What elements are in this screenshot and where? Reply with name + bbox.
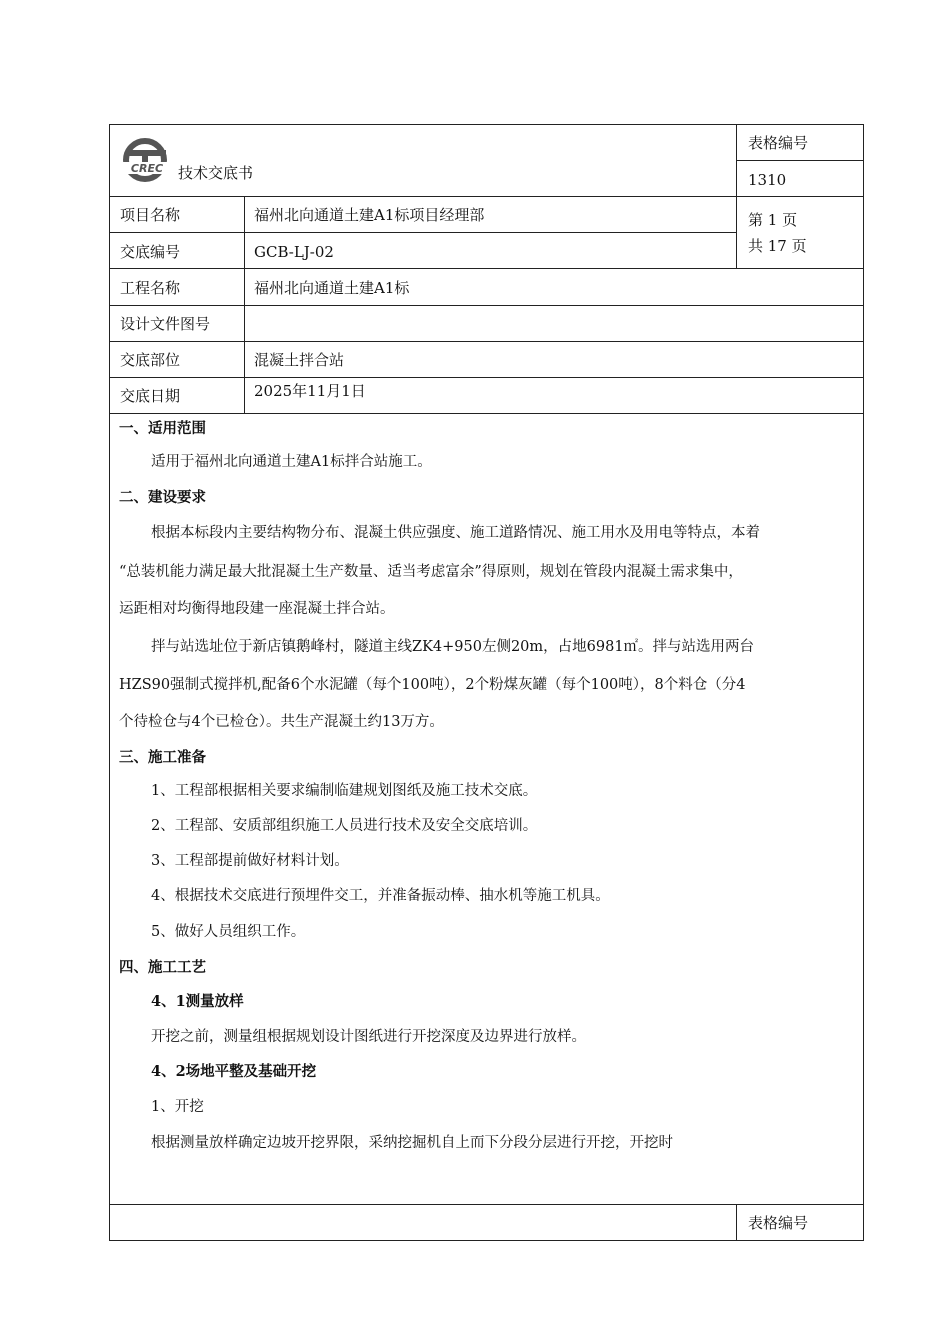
project-name-label: 项目名称	[120, 206, 181, 224]
section-title: 三、施工准备	[119, 749, 206, 766]
project-name-value: 福州北向通道土建A1标项目经理部	[254, 206, 485, 224]
rule	[109, 413, 864, 414]
rule	[109, 305, 864, 306]
work-name-value: 福州北向通道土建A1标	[254, 279, 410, 297]
svg-text:CREC: CREC	[130, 162, 164, 175]
rule	[736, 1204, 737, 1240]
rule	[736, 124, 737, 268]
rule	[109, 268, 864, 269]
brief-date-label: 交底日期	[120, 387, 181, 405]
rule	[109, 196, 864, 197]
brief-part-label: 交底部位	[120, 351, 181, 369]
doc-title: 技术交底书	[178, 164, 254, 182]
brief-no-value: GCB-LJ-02	[254, 243, 334, 261]
list-item: 4、根据技术交底进行预埋件交工，并准备振动棒、抽水机等施工机具。	[151, 888, 610, 904]
page-current: 第 1 页	[748, 211, 798, 229]
drawing-no-label: 设计文件图号	[120, 315, 211, 333]
rule	[109, 341, 864, 342]
list-item: 3、工程部提前做好材料计划。	[151, 853, 349, 869]
subsection-title: 4、1测量放样	[151, 993, 244, 1010]
page-total: 共 17 页	[748, 237, 807, 255]
paragraph-line: 根据本标段内主要结构物分布、混凝土供应强度、施工道路情况、施工用水及用电等特点，本着	[151, 525, 760, 541]
footer-form-no-label: 表格编号	[748, 1214, 809, 1232]
section-title: 四、施工工艺	[119, 959, 206, 976]
brief-part-value: 混凝土拌合站	[254, 351, 345, 369]
rule	[736, 160, 863, 161]
form-no-value: 1310	[748, 171, 787, 189]
rule	[244, 196, 245, 413]
rule	[109, 232, 737, 233]
paragraph-line: HZS90强制式搅拌机,配备6个水泥罐（每个100吨），2个粉煤灰罐（每个100吨），8个料仓（分4	[119, 677, 746, 693]
rule	[109, 377, 864, 378]
section-title: 一、适用范围	[119, 420, 206, 437]
paragraph-line: 拌与站选址位于新店镇鹅峰村，隧道主线ZK4+950左侧20m，占地6981㎡。拌与站选用两台	[151, 639, 755, 655]
paragraph-line: “总装机能力满足最大批混凝土生产数量、适当考虑富余”得原则，规划在管段内混凝土需求集中，	[119, 564, 743, 580]
brief-no-label: 交底编号	[120, 243, 181, 261]
form-no-label: 表格编号	[748, 134, 809, 152]
list-item: 2、工程部、安质部组织施工人员进行技术及安全交底培训。	[151, 818, 538, 834]
section-title: 二、建设要求	[119, 489, 206, 506]
paragraph: 适用于福州北向通道土建A1标拌合站施工。	[151, 454, 432, 470]
rule	[109, 1204, 864, 1205]
paragraph-line: 个待检仓与4个已检仓）。共生产混凝土约13万方。	[119, 714, 444, 730]
subsection-title: 4、2场地平整及基础开挖	[151, 1063, 317, 1080]
crec-logo	[116, 138, 178, 182]
list-item: 1、工程部根据相关要求编制临建规划图纸及施工技术交底。	[151, 783, 538, 799]
brief-date-value: 2025年11月1日	[254, 382, 366, 400]
paragraph: 开挖之前，测量组根据规划设计图纸进行开挖深度及边界进行放样。	[151, 1029, 586, 1045]
paragraph: 根据测量放样确定边坡开挖界限，采纳挖掘机自上而下分段分层进行开挖，开挖时	[151, 1135, 673, 1151]
sub-item: 1、开挖	[151, 1099, 204, 1115]
work-name-label: 工程名称	[120, 279, 181, 297]
paragraph-line: 运距相对均衡得地段建一座混凝土拌合站。	[119, 601, 395, 617]
list-item: 5、做好人员组织工作。	[151, 924, 306, 940]
